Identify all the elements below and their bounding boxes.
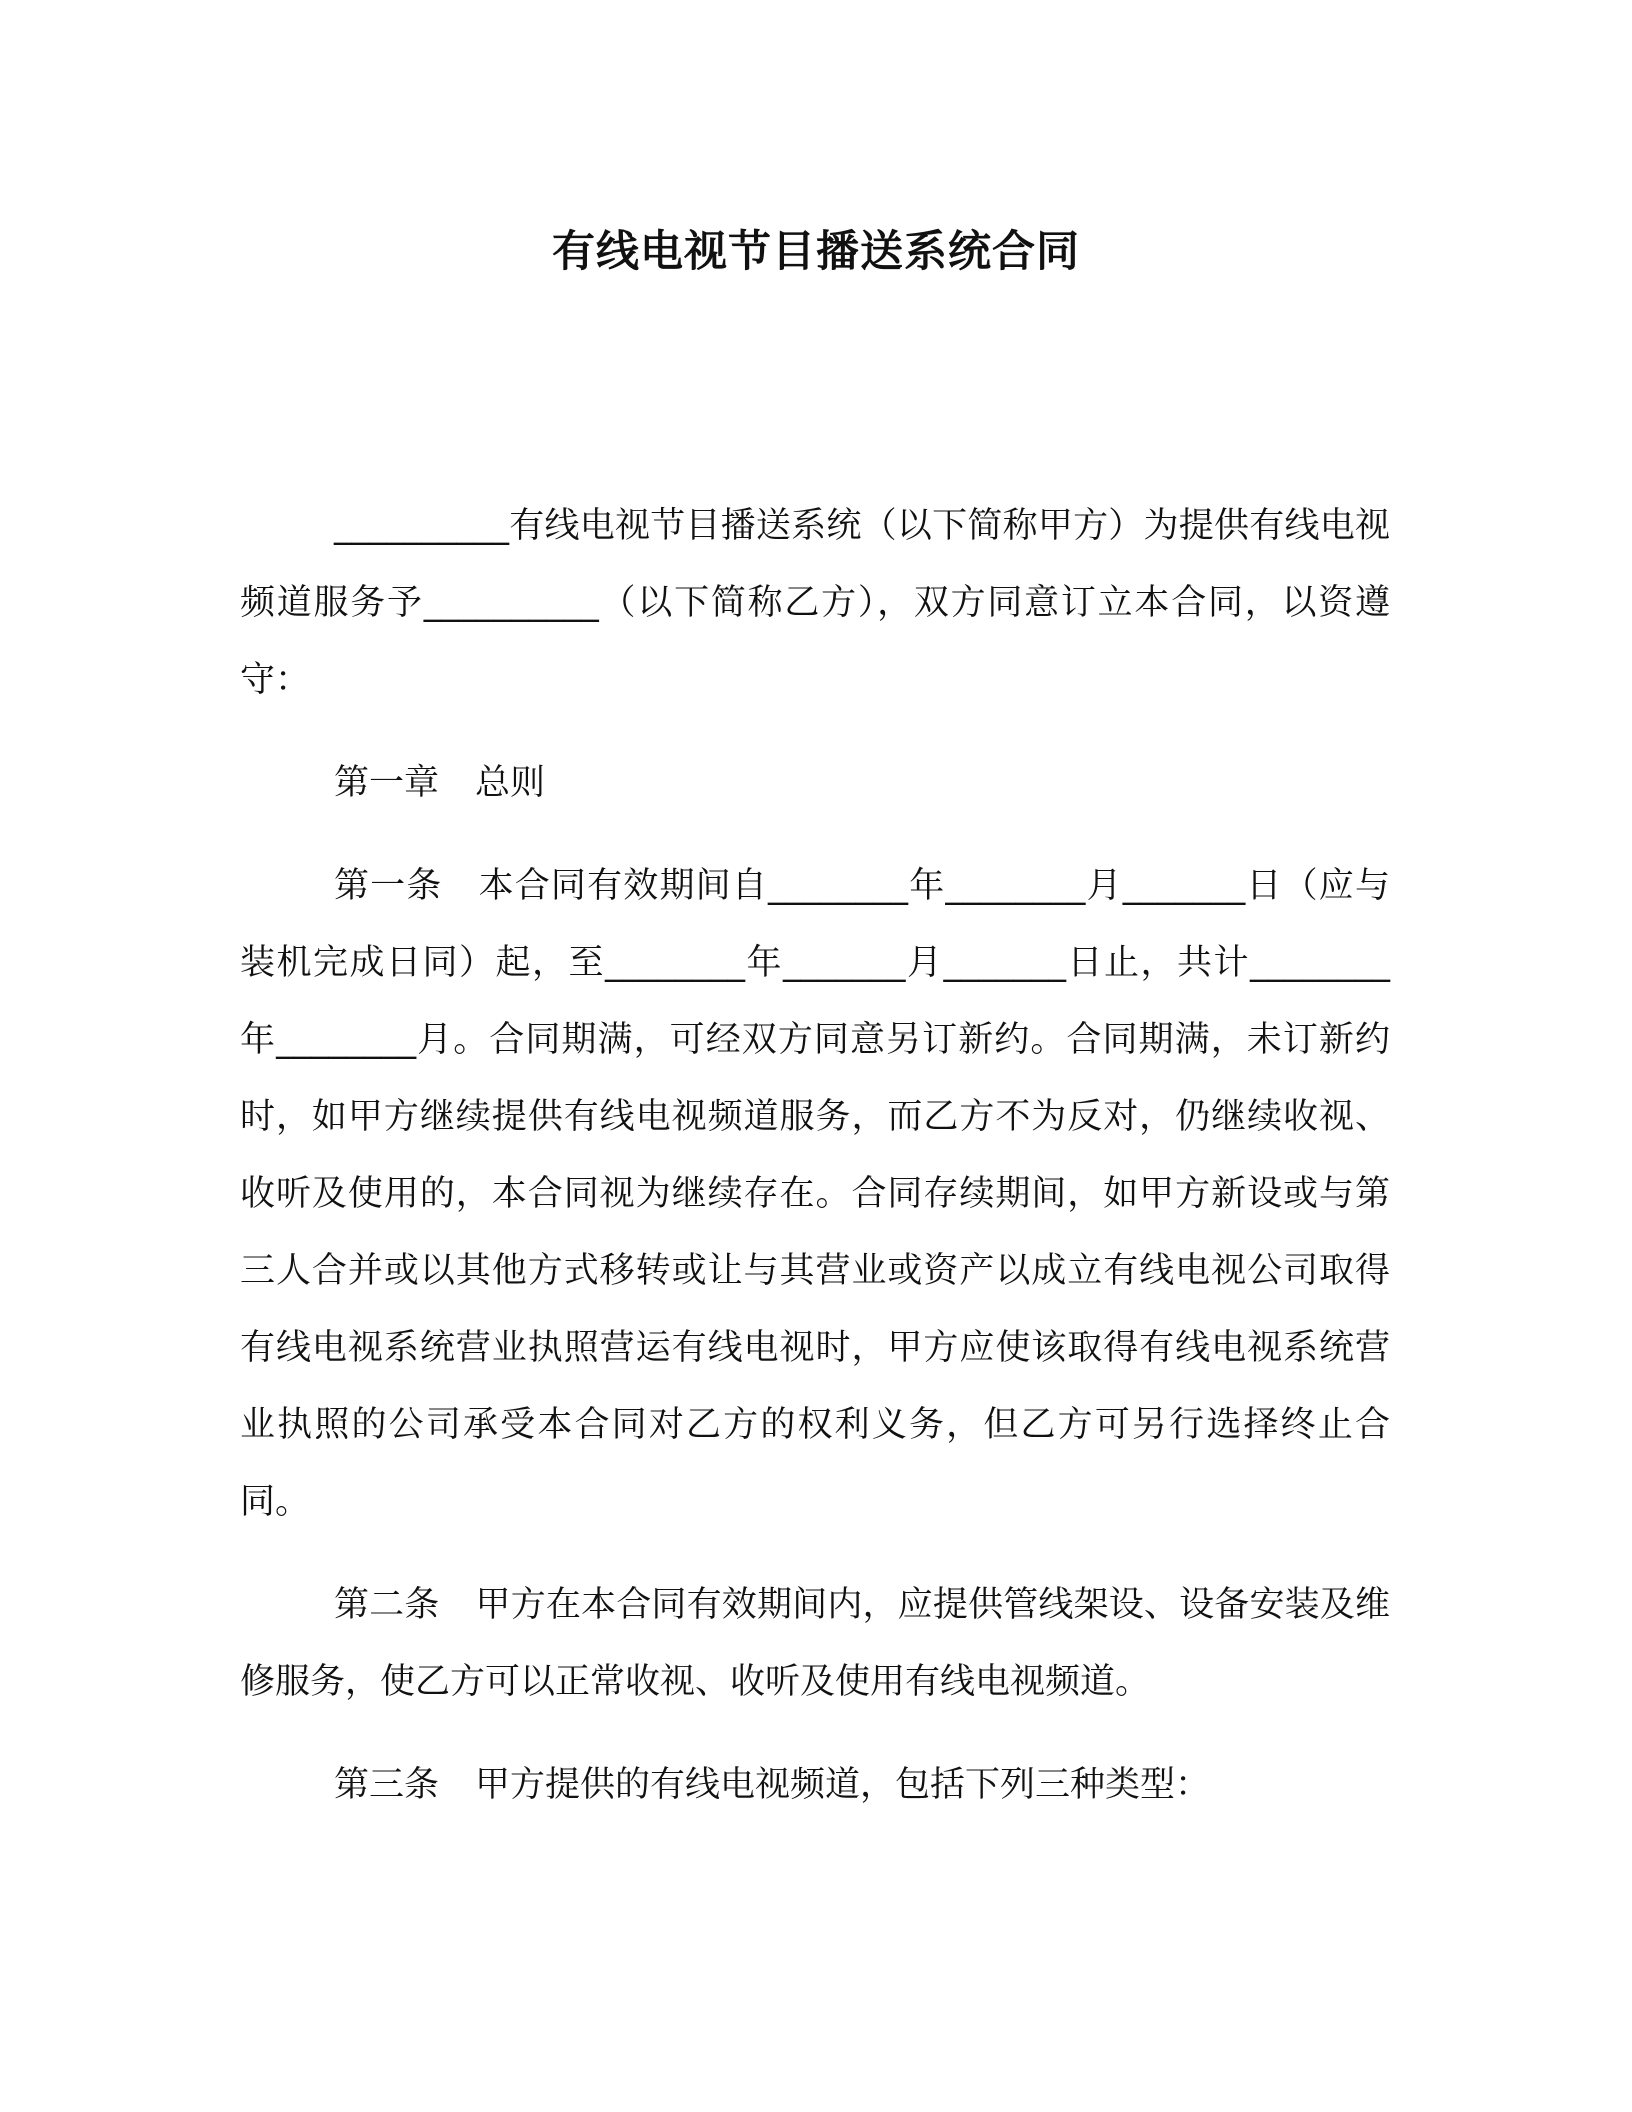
chapter-label: 第一章: [334, 763, 440, 803]
article-3-label: 第三条: [334, 1765, 440, 1805]
document-title: 有线电视节目播送系统合同: [552, 227, 1080, 277]
chapter-heading: [240, 745, 1390, 822]
article-3: [240, 1747, 1390, 1824]
article-2-text: 甲方在本合同有效期间内，应提供管线架设、设备安装及维修服务，使乙方可以正常收视、收听及使用有线电视频道。: [240, 1585, 1390, 1702]
article-2: [240, 1567, 1390, 1721]
article-3-text: 甲方提供的有线电视频道，包括下列三种类型：: [475, 1765, 1211, 1805]
article-1-text: 本合同有效期间自________年________月_______日（应与装机完成日同）起，至________年_______月_______日止，共计________年________月。合同期满，可经双方同意另订新约。合同期满，未订新约时，如甲方继续提供有线电视频道服务，而乙方不为反对，仍继续收视、收听及使用的，本合同视为继续存在。合同存续期间，如甲方新设或与第三人合并或以其他方式移转或让与其营业或资产以成立有线电视公司取得有线电视系统营业执照营运有线电视时，甲方应使该取得有线电视系统营业执照的公司承受本合同对乙方的权利义务，但乙方可另行选择终止合同。: [240, 866, 1390, 1522]
chapter-title: 总则: [475, 763, 546, 803]
intro-paragraph: __________有线电视节目播送系统（以下简称甲方）为提供有线电视频道服务予__________（以下简称乙方），双方同意订立本合同，以资遵守：: [240, 506, 1390, 700]
document-body: [240, 488, 1390, 1850]
article-1: [240, 848, 1390, 1541]
article-1-label: 第一条: [334, 866, 443, 906]
article-2-label: 第二条: [334, 1585, 440, 1625]
